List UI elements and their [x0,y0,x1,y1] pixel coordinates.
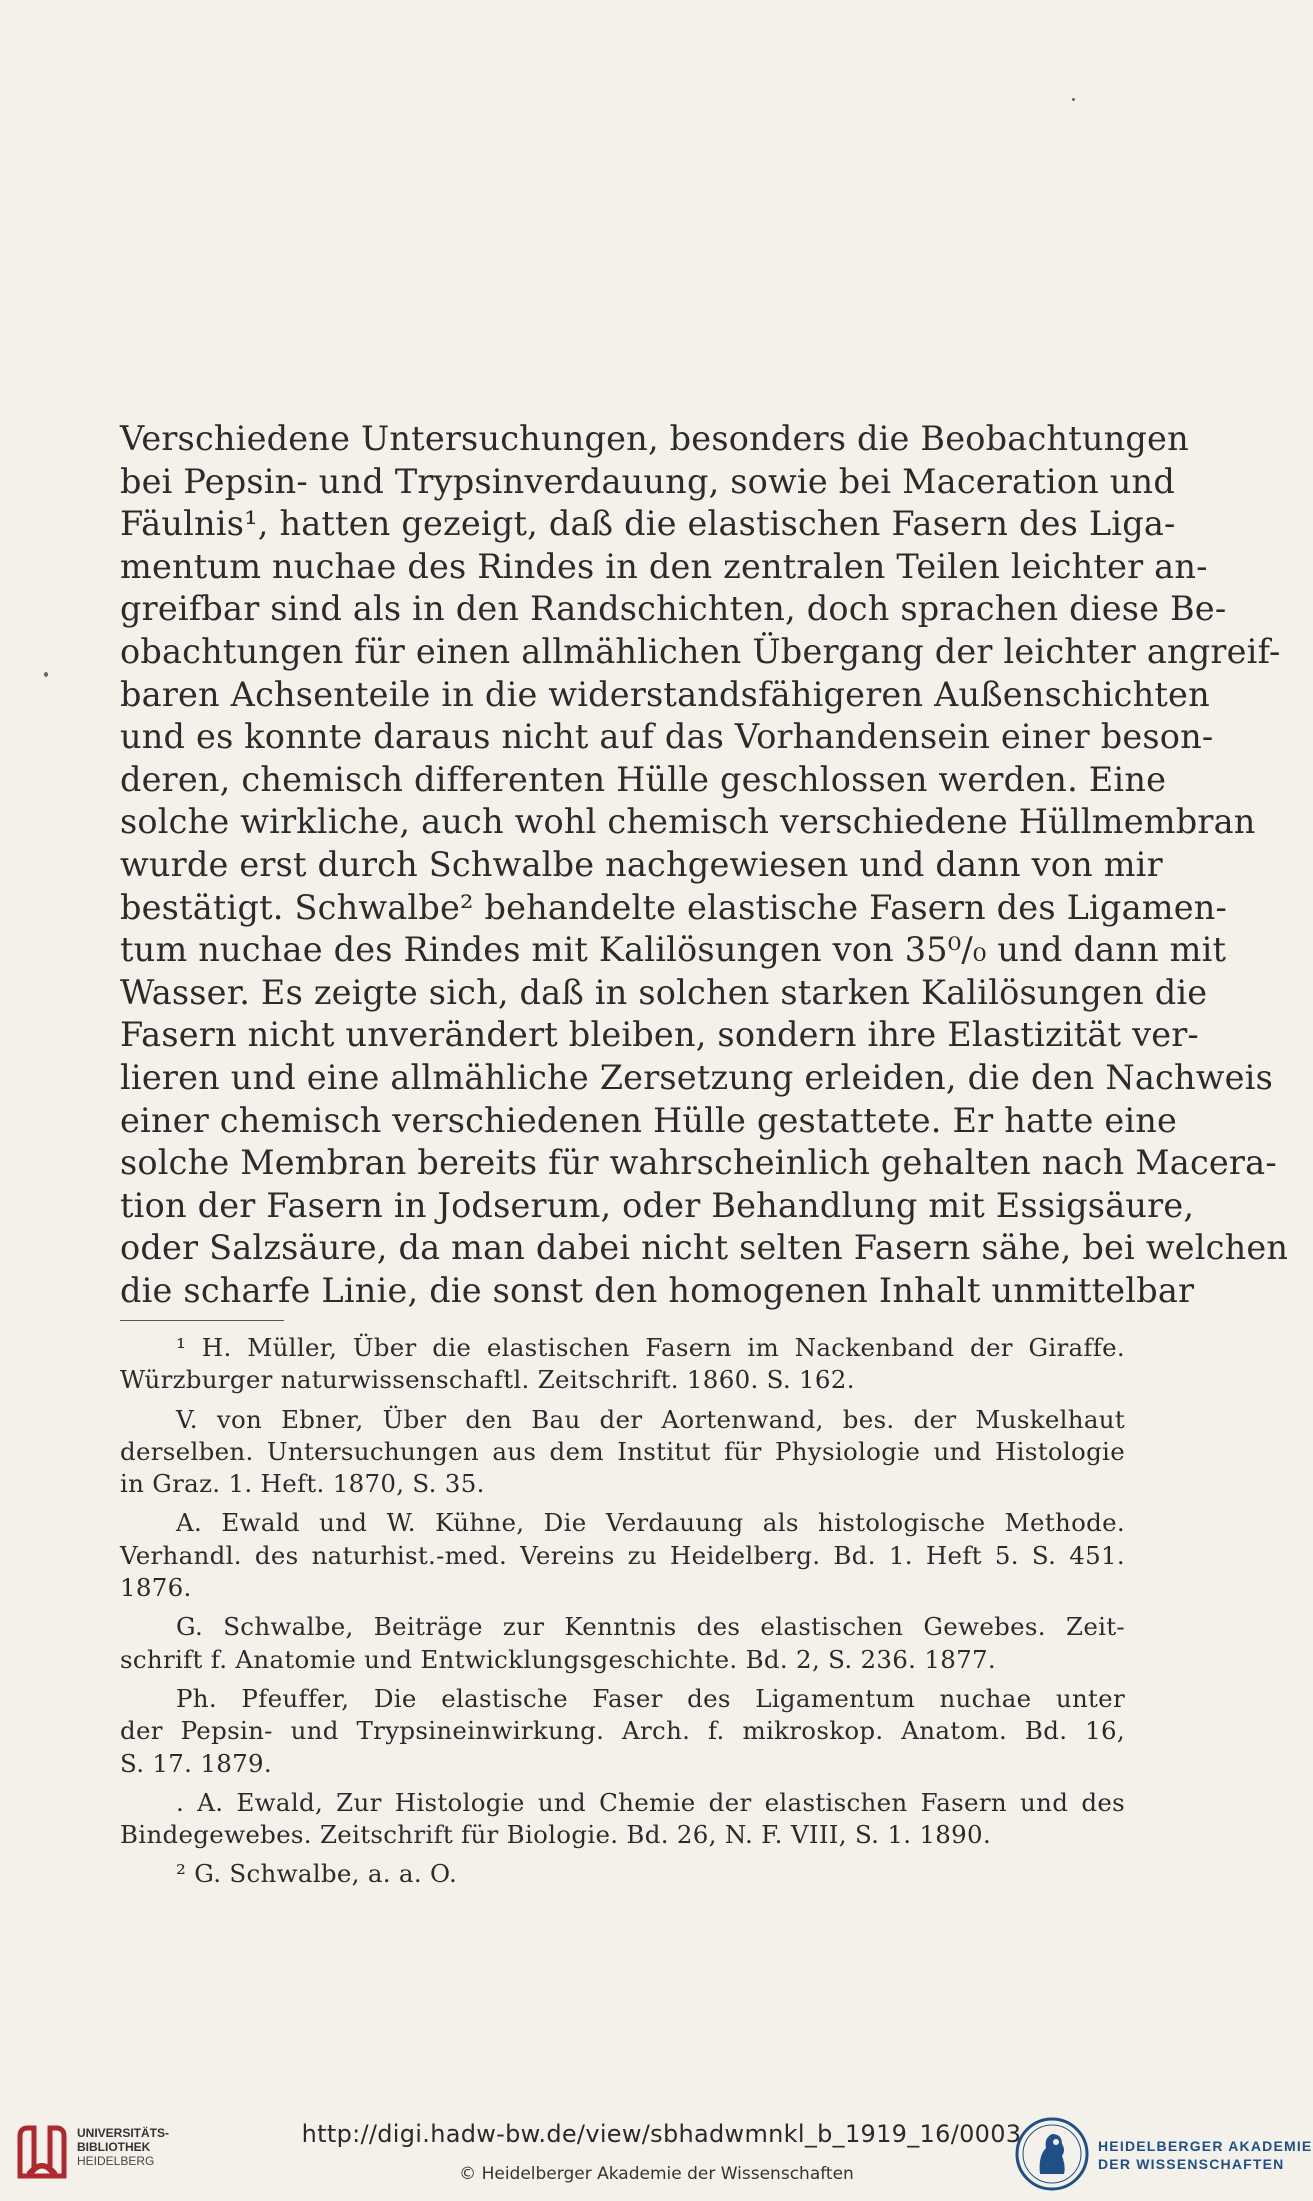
library-name-line: UNIVERSITÄTS- [77,2126,170,2140]
paper-speck [1072,98,1075,101]
footnote-entry [120,1507,1125,1604]
body-text [120,418,1289,1312]
footnote-line: Verhandl. des naturhist.-med. Vereins zu Heidelberg. Bd. 1. Heft 5. S. 451. [120,1540,1125,1570]
footnotes [120,1332,1125,1891]
footnote-entry [120,1858,1125,1890]
body-line: bestätigt. Schwalbe² behandelte elastische Fasern des Ligamen- [120,887,1228,927]
body-line: Fäulnis¹, hatten gezeigt, daß die elastischen Fasern des Liga- [120,504,1176,544]
footnote-entry [120,1787,1125,1852]
footnote-line: der Pepsin- und Trypsineinwirkung. Arch. f. mikroskop. Anatom. Bd. 16, [120,1716,1125,1746]
footnote-line: S. 17. 1879. [120,1748,272,1778]
footnote-gap [120,1676,1125,1683]
body-line: Wasser. Es zeigte sich, daß in solchen starken Kalilösungen die [120,972,1208,1012]
footnote-line: Würzburger naturwissenschaftl. Zeitschrift. 1860. S. 162. [120,1365,855,1395]
body-line: lieren und eine allmähliche Zersetzung erleiden, die den Nachweis [120,1057,1273,1097]
footnote-line: in Graz. 1. Heft. 1870, S. 35. [120,1469,485,1499]
footnote-gap [120,1500,1125,1507]
footnote-line: . A. Ewald, Zur Histologie und Chemie der elastischen Fasern und des [176,1787,1125,1817]
body-line: baren Achsenteile in die widerstandsfähigeren Außenschichten [120,674,1210,714]
body-line: die scharfe Linie, die sonst den homogenen Inhalt unmittelbar [120,1270,1195,1310]
paper-speck [44,672,48,677]
academy-seal-icon [1014,2116,1090,2192]
library-name-line: HEIDELBERG [77,2154,155,2168]
footnote-line: Bindegewebes. Zeitschrift für Biologie. Bd. 26, N. F. VIII, S. 1. 1890. [120,1820,992,1850]
academy-name [1098,2137,1312,2173]
body-line: Fasern nicht unverändert bleiben, sondern ihre Elastizität ver- [120,1015,1199,1055]
footnote-gap [120,1604,1125,1611]
footnote-line: G. Schwalbe, Beiträge zur Kenntnis des elastischen Gewebes. Zeit- [176,1612,1125,1642]
body-line: und es konnte daraus nicht auf das Vorhandensein einer beson- [120,717,1214,757]
footnote-gap [120,1397,1125,1404]
academy-name-line: HEIDELBERGER AKADEMIE [1098,2138,1313,2154]
footnote-entry [120,1683,1125,1780]
body-line: tion der Fasern in Jodserum, oder Behandlung mit Essigsäure, [120,1185,1195,1225]
footnote-entry [120,1332,1125,1397]
body-line: einer chemisch verschiedenen Hülle gestattete. Er hatte eine [120,1100,1178,1140]
body-line: wurde erst durch Schwalbe nachgewiesen und dann von mir [120,844,1163,884]
body-line: mentum nuchae des Rindes in den zentralen Teilen leichter an- [120,546,1208,586]
footnote-line: 1876. [120,1573,192,1603]
library-name-line: BIBLIOTHEK [77,2140,151,2154]
body-line: obachtungen für einen allmählichen Übergang der leichter angreif- [120,631,1281,671]
footnote-line: ² G. Schwalbe, a. a. O. [176,1859,458,1889]
copyright-notice: © Heidelberger Akademie der Wissenschaften [459,2164,854,2184]
body-line: solche Membran bereits für wahrscheinlich gehalten nach Macera- [120,1143,1277,1183]
body-line: deren, chemisch differenten Hülle geschlossen werden. Eine [120,759,1167,799]
footnote-line: schrift f. Anatomie und Entwicklungsgeschichte. Bd. 2, S. 236. 1877. [120,1644,996,1674]
body-line: solche wirkliche, auch wohl chemisch verschiedene Hüllmembran [120,802,1256,842]
page-footer [0,2112,1313,2201]
footnote-gap [120,1780,1125,1787]
body-line: greifbar sind als in den Randschichten, doch sprachen diese Be- [120,589,1227,629]
page-url[interactable]: http://digi.hadw-bw.de/view/sbhadwmnkl_b_1919_16/0003 [301,2120,1022,2148]
footnote-rule [120,1320,284,1321]
footnote-line: Ph. Pfeuffer, Die elastische Faser des Ligamentum nuchae unter [176,1683,1125,1713]
body-line: oder Salzsäure, da man dabei nicht selten Fasern sähe, bei welchen [120,1228,1289,1268]
academy-name-line: DER WISSENSCHAFTEN [1098,2156,1285,2172]
footnote-entry [120,1611,1125,1676]
footnote-line: V. von Ebner, Über den Bau der Aortenwand, bes. der Muskelhaut [176,1404,1125,1434]
footnote-line: A. Ewald und W. Kühne, Die Verdauung als histologische Methode. [176,1508,1125,1538]
footnote-entry [120,1404,1125,1501]
body-line: tum nuchae des Rindes mit Kalilösungen von 35⁰/₀ und dann mit [120,930,1227,970]
body-line: bei Pepsin- und Trypsinverdauung, sowie bei Maceration und [120,461,1175,501]
body-line: Verschiedene Untersuchungen, besonders die Beobachtungen [120,419,1189,458]
footnote-line: ¹ H. Müller, Über die elastischen Fasern im Nackenband der Giraffe. [176,1333,1125,1362]
footnote-gap [120,1851,1125,1858]
footnote-line: derselben. Untersuchungen aus dem Institut für Physiologie und Histologie [120,1436,1125,1466]
